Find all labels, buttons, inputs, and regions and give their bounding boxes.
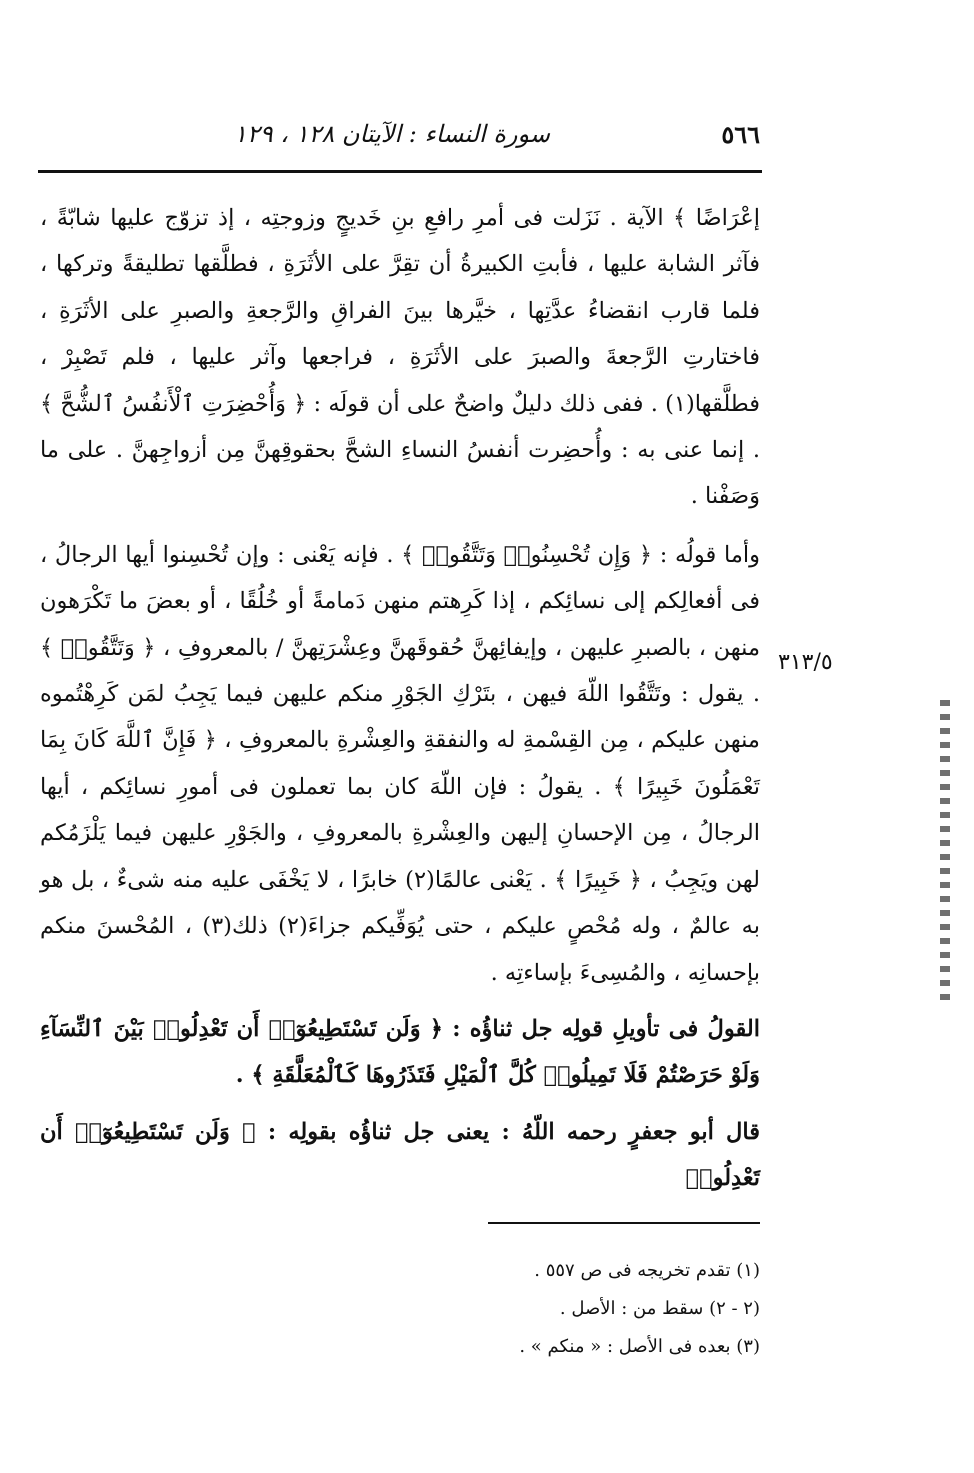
header-rule bbox=[38, 170, 762, 173]
footnote-2: (٢ - ٢) سقط من : الأصل . bbox=[559, 1298, 760, 1319]
edge-marks bbox=[940, 700, 950, 1000]
body-text bbox=[40, 195, 760, 1202]
footnotes bbox=[40, 1252, 760, 1366]
paragraph-1: إعْرَاضًا ﴾ الآية . نَزَلت فى أمرِ رافعِ بنِ خَديجٍ وزوجتِه ، إذ تزوّج عليها شابّةً ، فآثر الشابة عليها ، فأبتِ الكبيرةُ أن تقِرَّ على الأثَرَةِ ، فطلَّقها تطليقةً وتركها ، فلما قارب انقضاءُ عدَّتِها ، خيَّرها بينَ الفراقِ والرَّجعةِ والصبرِ على الأثَرَةِ ، فاختارتِ الرَّجعةَ والصبرَ على الأثَرَةِ ، فراجعها وآثر عليها ، فلم تَصْبِرْ ، فطلَّقها(١) . ففى ذلك دليلٌ واضحٌ على أن قولَه : ﴿ وَأُحْضِرَتِ ٱلْأَنفُسُ ٱلشُّحَّ ﴾ . إنما عنى به : وأُحضِرت أنفسُ النساءِ الشحَّ بحقوقِهنَّ مِن أزواجِهنَّ . على ما وَصَفْنا . bbox=[40, 205, 760, 510]
footnote-rule bbox=[488, 1222, 760, 1224]
page-number: ٥٦٦ bbox=[721, 120, 760, 149]
paragraph-2: وأما قولُه : ﴿ وَإِن تُحْسِنُوا۟ وَتَتَّقُوا۟ ﴾ . فإنه يَعْنى : وإن تُحْسِنوا أيها الرجالُ ، فى أفعالِكم إلى نسائِكم ، إذا كَرِهتم منهن دَمامةً أو خُلُقًا ، أو بعضَ ما تَكْرَهون منهن ، بالصبرِ عليهن ، وإيفائِهنَّ حُقوقَهنَّ وعِشْرَتِهنَّ / بالمعروفِ ، ﴿ وَتَتَّقُوا۟ ﴾ . يقول : وتَتَّقُوا اللّهَ فيهن ، بتَرْكِ الجَوْرِ منكم عليهن فيما يَجِبُ لمَن كَرِهْتُموه منهن عليكم ، مِن القِسْمةِ له والنفقةِ والعِشْرةِ بالمعروفِ ، ﴿ فَإِنَّ ٱللَّهَ كَانَ بِمَا تَعْمَلُونَ خَبِيرًا ﴾ . يقولُ : فإن اللّهَ كان بما تعملون فى أمورِ نسائِكم ، أيها الرجالُ ، مِن الإحسانِ إليهن والعِشْرةِ بالمعروفِ ، والجَوْرِ عليهن فيما يَلْزَمُكم لهن ويَجِبُ ، ﴿ خَبِيرًا ﴾ . يَعْنى عالمًا(٢) خابرًا ، لا يَخْفَى عليه منه شىءٌ ، بل هو به عالمٌ ، وله مُحْصٍ عليكم ، حتى يُوَفِّيكم جزاءَ(٢) ذلك(٣) ، المُحْسنَ منكم بإحسانِه ، والمُسِىءَ بإساءتِه . bbox=[40, 541, 760, 986]
page-header bbox=[40, 120, 760, 154]
closing-line: قال أبو جعفرٍ رحمه اللّهُ : يعنى جل ثناؤُه بقولِه : ﴿ وَلَن تَسْتَطِيعُوٓا۟ أَن تَعْدِلُوا۟ bbox=[40, 1118, 760, 1192]
section-heading: القولُ فى تأويلِ قولِه جل ثناؤُه : ﴿ وَلَن تَسْتَطِيعُوٓا۟ أَن تَعْدِلُوا۟ بَيْنَ ٱلنِّسَآءِ وَلَوْ حَرَصْتُمْ فَلَا تَمِيلُوا۟ كُلَّ ٱلْمَيْلِ فَتَذَرُوهَا كَٱلْمُعَلَّقَةِ ﴾ . bbox=[40, 1015, 760, 1089]
footnote-1: (١) تقدم تخريجه فى ص ٥٥٧ . bbox=[534, 1260, 760, 1281]
footnote-3: (٣) بعده فى الأصل : « منكم » . bbox=[519, 1336, 760, 1357]
marginal-note: ٣١٣/٥ bbox=[778, 650, 833, 675]
running-title: سورة النساء : الآيتان ١٢٨ ، ١٢٩ bbox=[233, 120, 550, 148]
